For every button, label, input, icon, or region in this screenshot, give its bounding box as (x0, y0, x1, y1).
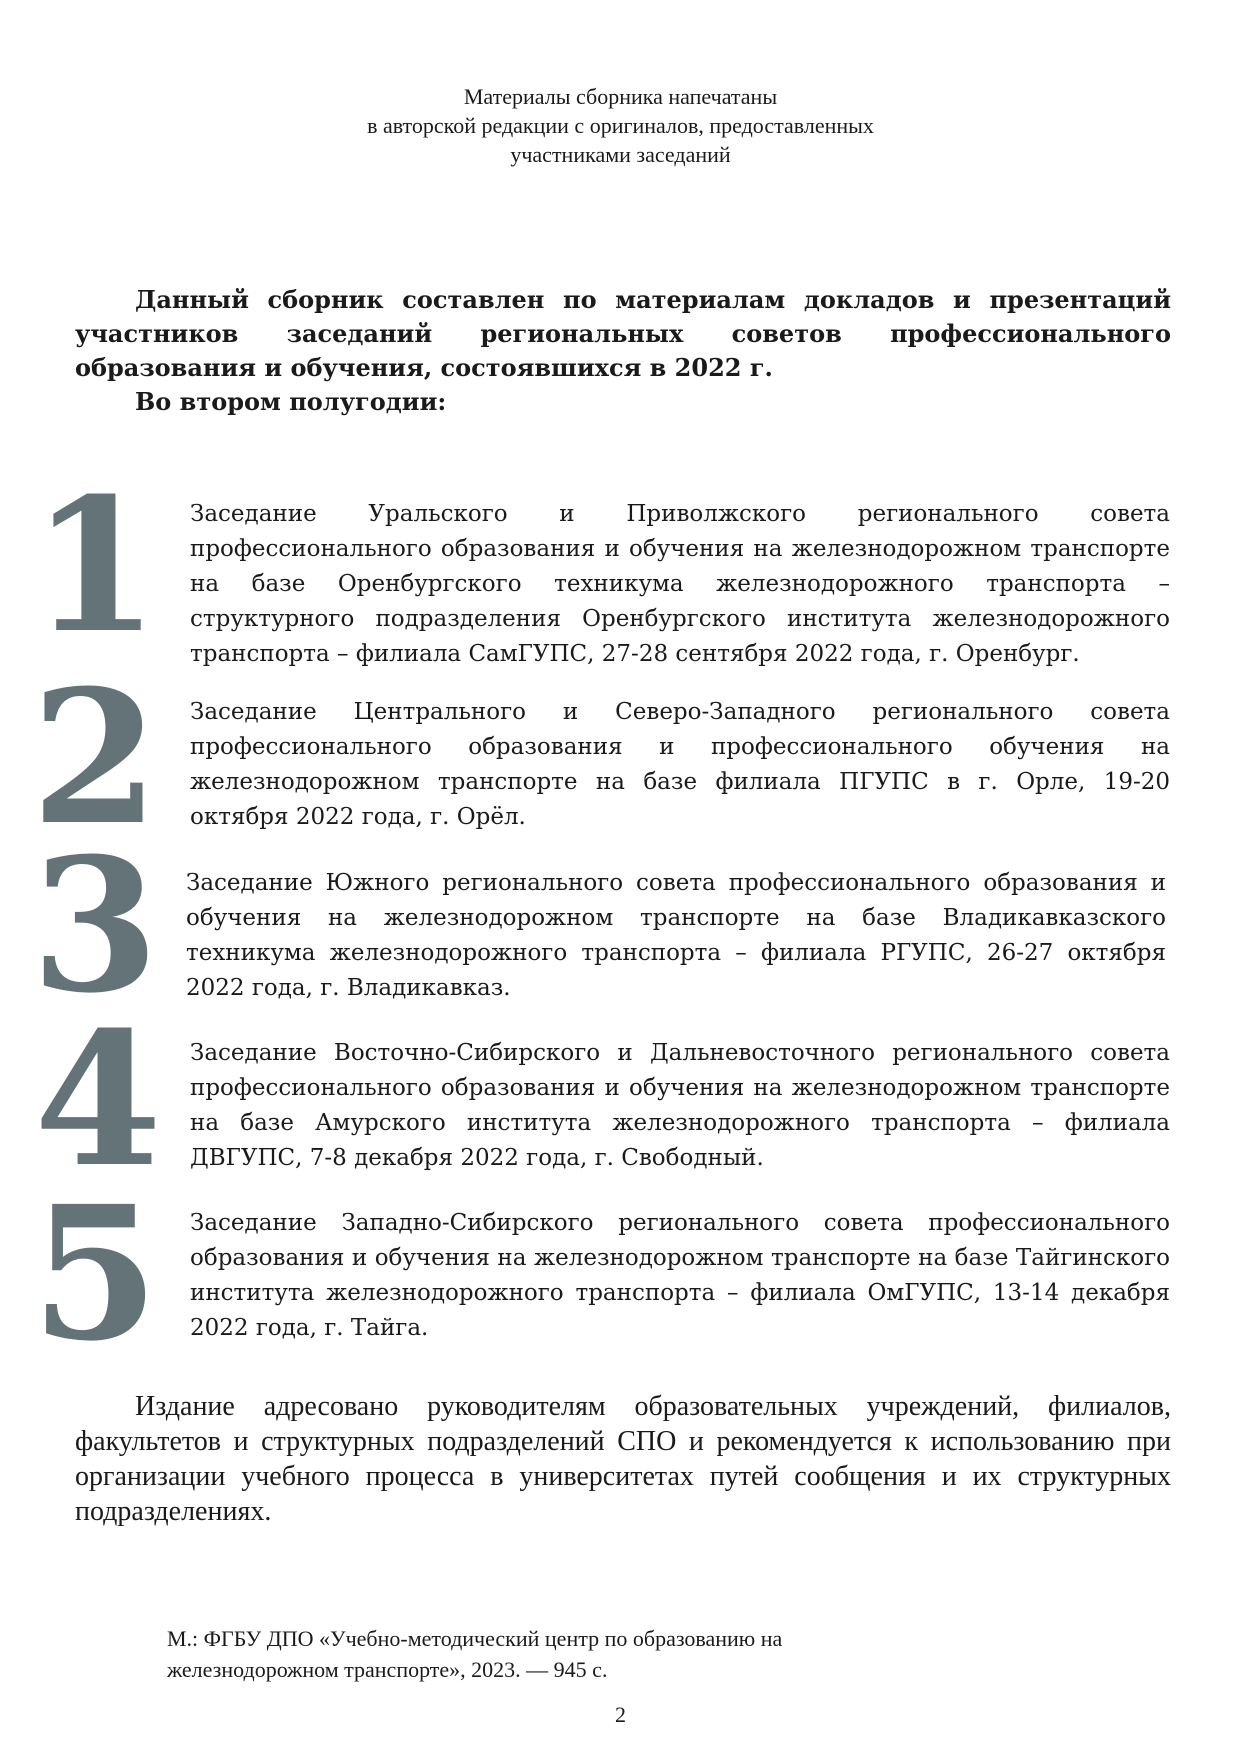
session-text-4: Заседание Восточно-Сибирского и Дальневосточного регионального совета профессионального образования и обучения на железнодорожном транспорте на базе Амурского института железнодорожного транспорта – филиала ДВГУПС, 7-8 декабря 2022 года, г. Свободный. (190, 1040, 1170, 1171)
session-text-1: Заседание Уральского и Приволжского регионального совета профессионального образования и обучения на железнодорожном транспорте на базе Оренбургского техникума железнодорожного транспорта – структурного подразделения Оренбургского института железнодорожного транспорта – филиала СамГУПС, 27-28 сентября 2022 года, г. Оренбург. (190, 501, 1170, 667)
session-text-3: Заседание Южного регионального совета профессионального образования и обучения на железнодорожном транспорте на базе Владикавказского техникума железнодорожного транспорта – филиала РГУПС, 26-27 октября 2022 года, г. Владикавказ. (186, 870, 1166, 1001)
session-number-3: 3 (30, 818, 160, 1034)
imprint-block (167, 1623, 1067, 1685)
page-number: 2 (615, 1702, 626, 1727)
session-text-2: Заседание Центрального и Северо-Западного регионального совета профессионального образования и профессионального обучения на железнодорожном транспорте на базе филиала ПГУПС в г. Орле, 19-20 октября 2022 года, г. Орёл. (190, 699, 1170, 830)
audience-paragraph: Издание адресовано руководителям образовательных учреждений, филиалов, факультетов и структурных подразделений СПО и рекомендуется к использованию при организации учебного процесса в университетах путей сообщения и их структурных подразделениях. (75, 1391, 1171, 1527)
session-number-4: 4 (33, 992, 163, 1208)
session-number-1: 1 (30, 458, 160, 674)
print-note-line-2: в авторской редакции с оригиналов, предоставленных (367, 113, 874, 138)
imprint-line-2: железнодорожном транспорте», 2023. — 945 с. (167, 1657, 608, 1682)
print-note-line-3: участниками заседаний (510, 142, 731, 167)
session-number-5: 5 (30, 1166, 160, 1382)
session-number-2: 2 (30, 650, 160, 866)
intro-subheading: Во втором полугодии: (135, 387, 447, 416)
session-text-5: Заседание Западно-Сибирского регионального совета профессионального образования и обучения на железнодорожном транспорте на базе Тайгинского института железнодорожного транспорта – филиала ОмГУПС, 13-14 декабря 2022 года, г. Тайга. (190, 1210, 1170, 1341)
audience-block (75, 1389, 1171, 1529)
intro-paragraph: Данный сборник составлен по материалам докладов и презентаций участников заседаний региональных советов профессионального образования и обучения, состоявшихся в 2022 г. (75, 285, 1171, 382)
print-note-line-1: Материалы сборника напечатаны (463, 84, 778, 109)
imprint-line-1: М.: ФГБУ ДПО «Учебно-методический центр по образованию на (167, 1626, 783, 1651)
